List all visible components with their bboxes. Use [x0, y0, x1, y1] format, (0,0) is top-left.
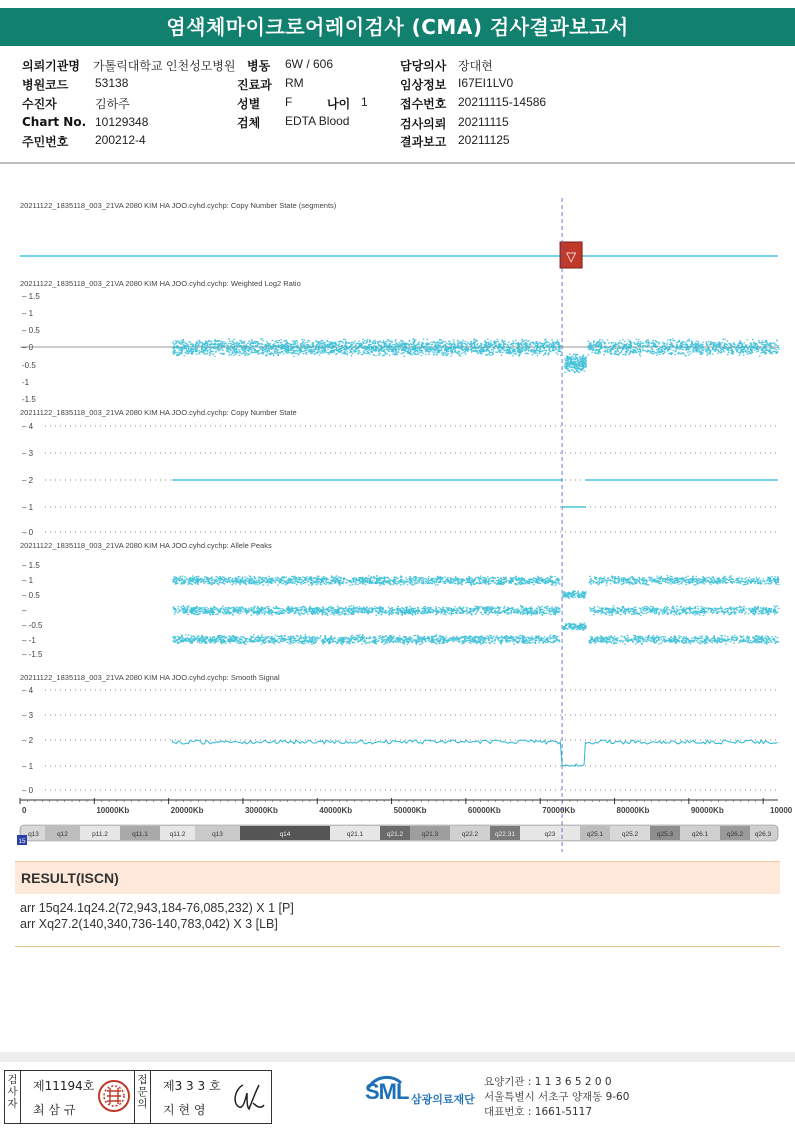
- chart-label: Chart No.: [22, 115, 87, 129]
- footer-divider: [0, 1052, 795, 1062]
- chromosome-band-label: q13: [28, 831, 39, 838]
- x-axis-tick-label: 20000Kb: [170, 806, 204, 815]
- institution-value: 가톨릭대학교 인천성모병원: [93, 59, 236, 73]
- deletion-marker-icon: ▽: [566, 249, 577, 264]
- examiner-license: 제11194호: [33, 1079, 95, 1093]
- examinee-value: 김하주: [95, 97, 130, 111]
- allele-band-right-2: [589, 605, 779, 616]
- cn-state-tick-label: – 1: [22, 503, 34, 512]
- specialist-cell: [151, 1071, 270, 1123]
- lab-code: 요양기관 : 1 1 3 6 5 2 0 0: [484, 1076, 612, 1088]
- log2-noise-left: [172, 338, 561, 357]
- patient-info: [0, 52, 795, 162]
- specimen-value: EDTA Blood: [285, 114, 350, 128]
- doctor-label: 담당의사: [400, 59, 447, 73]
- hospital-code-value: 53138: [95, 76, 129, 90]
- clinical-value: I67EI1LV0: [458, 76, 514, 90]
- doctor-value: 장대현: [458, 59, 493, 73]
- lab-info: [365, 1075, 785, 1123]
- x-axis-tick-label: 10000Kb: [96, 806, 130, 815]
- age-value: 1: [361, 95, 368, 109]
- chromosome-band-label: q25.2: [621, 831, 639, 838]
- x-axis-tick-label: 70000Kb: [542, 806, 576, 815]
- institution-label: 의뢰기관명: [22, 59, 80, 73]
- smooth-tick-label: – 2: [22, 736, 34, 745]
- lab-address: 서울특별시 서초구 양재동 9-60: [484, 1091, 630, 1103]
- clinical-label: 임상정보: [400, 78, 447, 92]
- x-axis-tick-label: 0: [22, 806, 27, 815]
- smooth-tick-label: – 0: [22, 786, 34, 795]
- chromosome-band-label: q22.31: [495, 831, 515, 838]
- chromosome-band-label: q21.2: [386, 831, 404, 838]
- panel-1-title: 20211122_1835118_003_21VA 2080 KIM HA JOO.cyhd.cychp: Copy Number State (segments): [20, 201, 337, 210]
- sex-value: F: [285, 95, 293, 109]
- allele-tick-label: –: [22, 606, 27, 615]
- chromosome-band-label: q12: [57, 831, 68, 838]
- chromosome-band-label: q11.2: [169, 831, 186, 838]
- smooth-tick-label: – 4: [22, 686, 34, 695]
- allele-tick-label: – -1.5: [22, 650, 43, 659]
- smooth-tick-label: – 3: [22, 711, 34, 720]
- x-axis-tick-label: 50000Kb: [393, 806, 427, 815]
- cma-plot-svg: [0, 170, 795, 855]
- examiner-cell: [21, 1071, 135, 1123]
- result-line-1: arr 15q24.1q24.2(72,943,184-76,085,232) X 1 [P]: [20, 901, 294, 915]
- specialist-license: 제3 3 3 호: [163, 1079, 221, 1093]
- chromosome-band-label: q13: [212, 831, 223, 838]
- chromosome-band-label: p11.2: [92, 831, 108, 838]
- allele-tick-label: – 1: [22, 576, 34, 585]
- chromosome-band-label: q22.2: [461, 831, 479, 838]
- smooth-signal-line: [172, 740, 777, 766]
- age-label: 나이: [327, 97, 351, 111]
- report-title: 염색체마이크로어레이검사 (CMA) 검사결과보고서: [0, 8, 795, 46]
- log2-noise-deletion: [564, 354, 587, 374]
- result-line-2: arr Xq27.2(140,340,736-140,783,042) X 3 [LB]: [20, 917, 278, 931]
- panel-3-title: 20211122_1835118_003_21VA 2080 KIM HA JOO.cyhd.cychp: Copy Number State: [20, 408, 297, 417]
- log2-tick-label: -1.5: [22, 395, 36, 404]
- chromosome-number: 15: [18, 838, 26, 845]
- cn-state-tick-label: – 0: [22, 528, 34, 537]
- chromosome-band-label: q21.1: [346, 831, 364, 838]
- x-axis-tick-label: 60000Kb: [467, 806, 501, 815]
- ward-value: 6W / 606: [285, 57, 334, 71]
- allele-band-1: [172, 575, 560, 586]
- allele-deletion-upper: [562, 590, 587, 598]
- receipt-label: 접수번호: [400, 97, 447, 111]
- chromosome-band-label: q14: [279, 831, 291, 838]
- chromosome-band-label: q25.1: [586, 831, 604, 838]
- signature-icon: [229, 1079, 267, 1115]
- seal-icon: [97, 1079, 131, 1113]
- sex-label: 성별: [237, 97, 261, 111]
- resident-value: 200212-4: [95, 133, 146, 147]
- cn-state-tick-label: – 3: [22, 449, 34, 458]
- chromosome-band-label: q26.3: [754, 831, 772, 838]
- log2-tick-label: -1: [22, 378, 30, 387]
- resident-label: 주민번호: [22, 135, 69, 149]
- log2-noise-right: [588, 338, 780, 356]
- examiner-role: 검사자: [5, 1071, 21, 1123]
- lab-name: 삼광의료재단: [411, 1093, 475, 1106]
- log2-tick-label: – 1: [22, 309, 34, 318]
- log2-tick-label: -0.5: [22, 361, 36, 370]
- x-axis-tick-label: 40000Kb: [319, 806, 353, 815]
- examiner-name: 최 삼 규: [33, 1103, 76, 1117]
- cma-plot: [0, 170, 795, 855]
- allele-band-3: [172, 634, 560, 645]
- examinee-label: 수진자: [22, 97, 57, 111]
- allele-band-right-3: [589, 635, 780, 645]
- chromosome-band-label: q23: [544, 831, 556, 838]
- hospital-code-label: 병원코드: [22, 78, 69, 92]
- result-body: [15, 900, 780, 947]
- chromosome-band-label: q25.3: [656, 831, 674, 838]
- x-axis-tick-label: 30000Kb: [244, 806, 278, 815]
- lab-details: [484, 1075, 629, 1120]
- allele-tick-label: – -1: [22, 636, 36, 645]
- panel-2-title: 20211122_1835118_003_21VA 2080 KIM HA JOO.cyhd.cychp: Weighted Log2 Ratio: [20, 279, 301, 288]
- panel-4-title: 20211122_1835118_003_21VA 2080 KIM HA JOO.cyhd.cychp: Allele Peaks: [20, 541, 272, 550]
- x-axis-tick-label: 90000Kb: [690, 806, 724, 815]
- smooth-tick-label: – 1: [22, 762, 34, 771]
- request-value: 20211115: [458, 115, 509, 129]
- report-date-label: 결과보고: [400, 135, 447, 149]
- allele-band-right-1: [589, 575, 780, 586]
- specialist-name: 지 현 영: [163, 1103, 206, 1117]
- dept-value: RM: [285, 76, 304, 90]
- lab-phone: 대표번호 : 1661-5117: [484, 1106, 593, 1118]
- lab-logo: SML: [365, 1079, 409, 1104]
- ward-label: 병동: [247, 59, 271, 73]
- chart-value: 10129348: [95, 115, 149, 129]
- log2-tick-label: – 0: [22, 343, 34, 352]
- cn-state-tick-label: – 2: [22, 476, 34, 485]
- chromosome-band-label: q11.1: [132, 831, 148, 838]
- panel-5-title: 20211122_1835118_003_21VA 2080 KIM HA JOO.cyhd.cychp: Smooth Signal: [20, 673, 280, 682]
- chromosome-band-label: q26.2: [726, 831, 744, 838]
- log2-tick-label: – 1.5: [22, 292, 40, 301]
- specialist-role: 접문의: [135, 1071, 151, 1123]
- allele-tick-label: – -0.5: [22, 621, 43, 630]
- result-heading: [15, 861, 780, 894]
- allele-band-2: [173, 605, 561, 616]
- request-label: 검사의뢰: [400, 117, 447, 131]
- dept-label: 진료과: [237, 78, 272, 92]
- chromosome-band-label: q21.3: [421, 831, 439, 838]
- specimen-label: 검체: [237, 116, 261, 130]
- x-axis-tick-label: 80000Kb: [616, 806, 650, 815]
- chromosome-band-label: q26.1: [691, 831, 709, 838]
- report-date-value: 20211125: [458, 133, 510, 147]
- log2-tick-label: – 0.5: [22, 326, 40, 335]
- allele-deletion-lower: [563, 623, 587, 631]
- allele-tick-label: – 0.5: [22, 591, 40, 600]
- signature-box: [4, 1070, 272, 1124]
- result-heading-text: RESULT(ISCN): [21, 870, 119, 886]
- header-divider: [0, 162, 795, 164]
- x-axis-tick-label: 10000: [770, 806, 793, 815]
- cn-state-tick-label: – 4: [22, 422, 34, 431]
- allele-tick-label: – 1.5: [22, 561, 40, 570]
- receipt-value: 20211115-14586: [458, 95, 547, 109]
